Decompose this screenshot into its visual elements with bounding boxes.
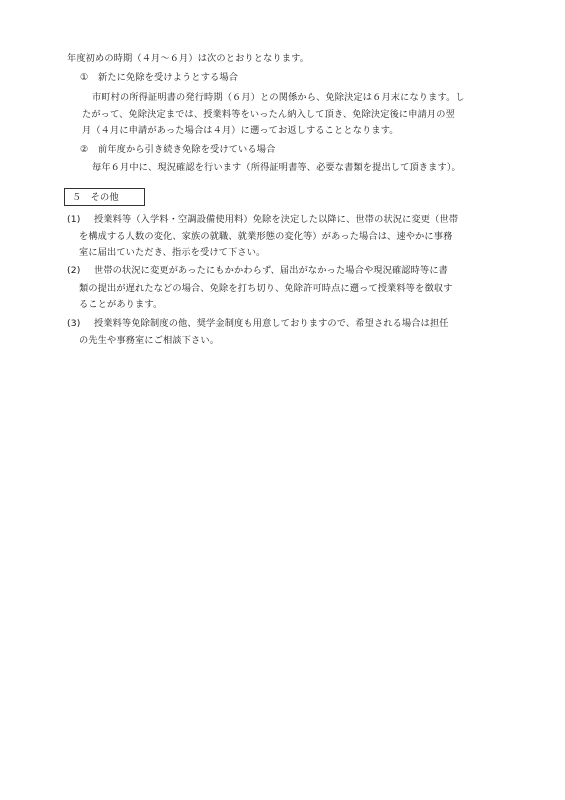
section5-item3-line-1: 授業料等免除制度の他、奨学金制度も用意しておりますので、希望される場合は担任 [94, 318, 449, 329]
item1-title: 新たに免除を受けようとする場合 [98, 72, 239, 83]
item1-line-2: たがって、免除決定までは、授業料等をいったん納入して頂き、免除決定後に申請月の翌 [82, 109, 455, 120]
section5-item1-line-1: 授業料等（入学料・空調設備使用料）免除を決定した以降に、世帯の状況に変更（世帯 [94, 214, 459, 225]
item1-line-3: 月（４月に申請があった場合は４月）に遡ってお返しすることとなります。 [82, 125, 399, 136]
item2-marker: ② [80, 144, 89, 155]
section5-item1-marker: (1) [67, 214, 81, 225]
item1-line-1: 市町村の所得証明書の発行時期（６月）との関係から、免除決定は６月末になります。し [92, 92, 465, 103]
section5-item3-marker: (3) [67, 318, 81, 329]
section5-heading: ５ その他 [72, 192, 119, 203]
section5-item2-line-2: 類の提出が遅れたなどの場合、免除を打ち切り、免除許可時点に遡って授業料等を徴収す [79, 283, 453, 294]
section5-heading-box [64, 188, 145, 206]
item2-title: 前年度から引き続き免除を受けている場合 [98, 144, 276, 155]
section5-item2-line-1: 世帯の状況に変更があったにもかかわらず、届出がなかった場合や現況確認時等に書 [94, 265, 448, 276]
section5-item3-line-2: の先生や事務室にご相談下さい。 [79, 335, 220, 346]
section5-item2-marker: (2) [67, 265, 81, 276]
item2-line-1: 毎年６月中に、現況確認を行います（所得証明書等、必要な書類を提出して頂きます）。 [92, 162, 461, 173]
item1-marker: ① [80, 72, 89, 83]
intro-text: 年度初めの時期（４月～６月）は次のとおりとなります。 [67, 53, 310, 64]
section5-item1-line-2: を構成する人数の変化、家族の就職、就業形態の変化等）があった場合は、速やかに事務 [79, 231, 453, 242]
section5-item1-line-3: 室に届出ていただき、指示を受けて下さい。 [79, 247, 266, 258]
section5-item2-line-3: ることがあります。 [79, 299, 163, 310]
